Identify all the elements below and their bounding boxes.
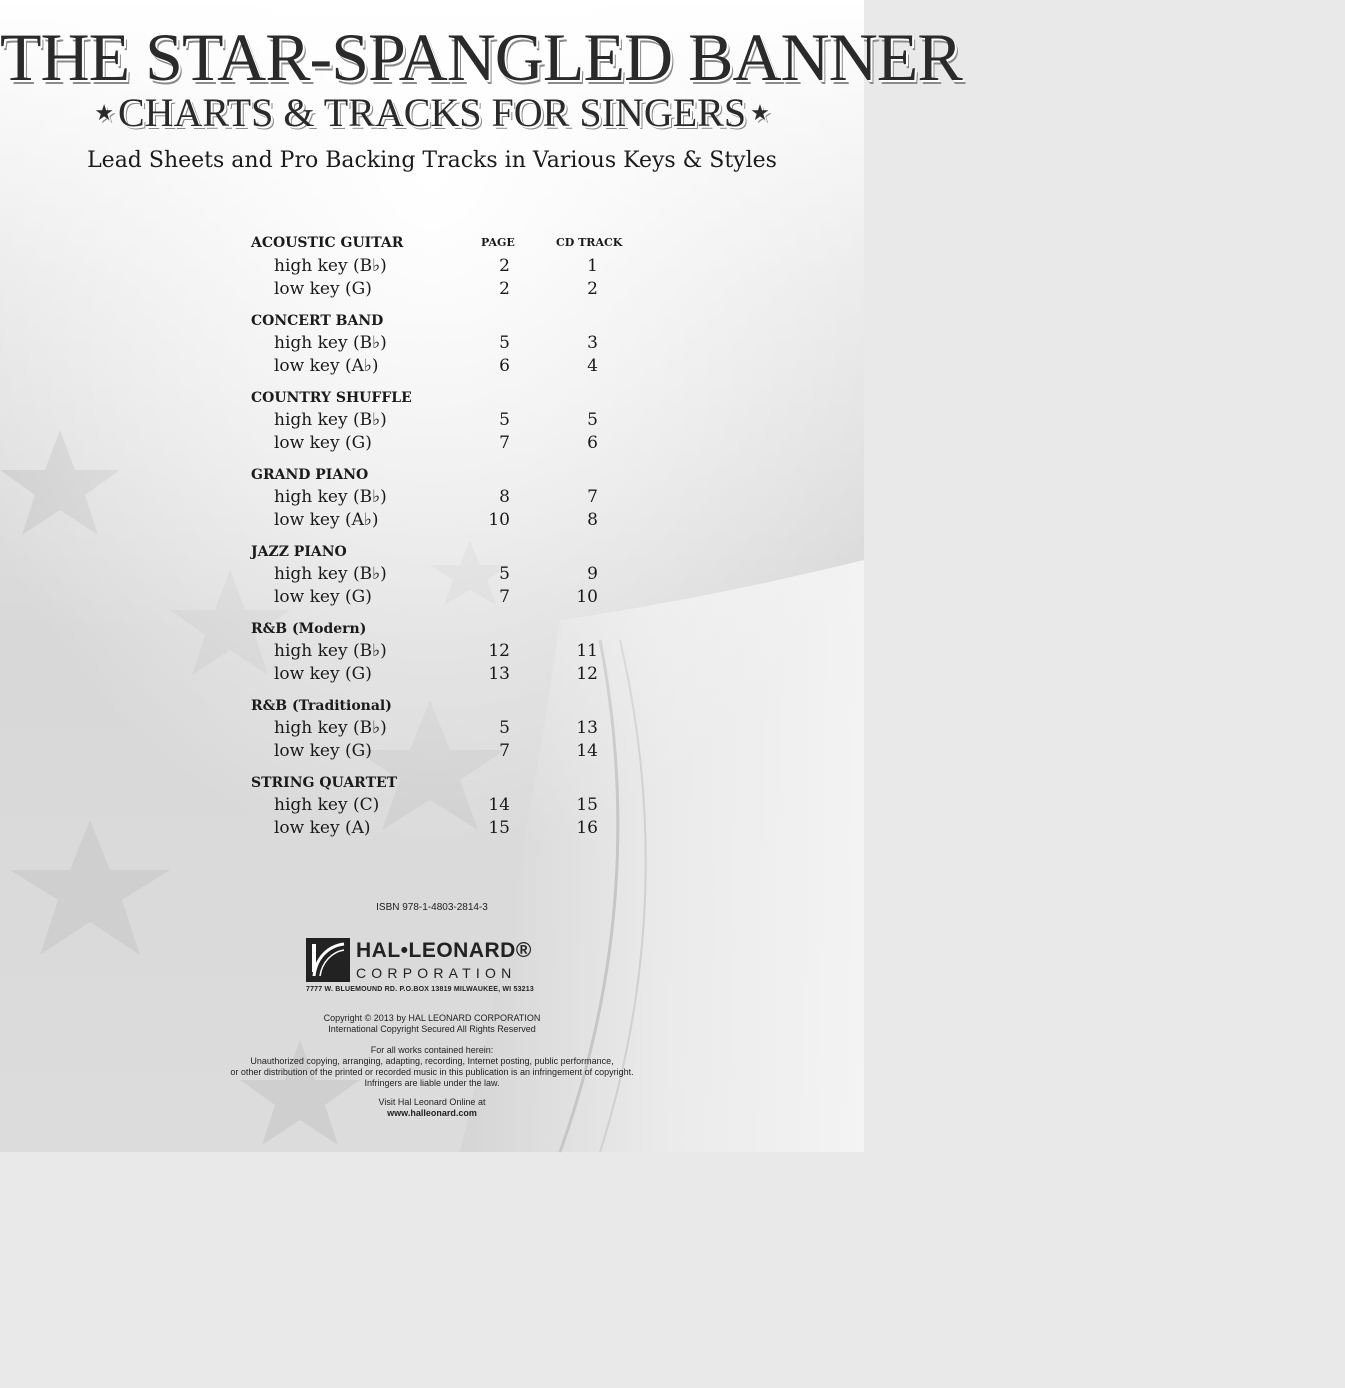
- key-label: high key (B♭): [274, 256, 387, 276]
- key-label: low key (A♭): [274, 356, 379, 376]
- page-number: 8: [499, 487, 510, 507]
- notice-line: or other distribution of the printed or recorded music in this publication is an infringement of copyright.: [230, 1067, 634, 1077]
- track-number: 2: [587, 279, 598, 299]
- logo-name: HAL•LEONARD®: [356, 939, 532, 962]
- track-number: 11: [576, 641, 598, 661]
- notice-line: Unauthorized copying, arranging, adapting, recording, Internet posting, public performance,: [250, 1056, 614, 1066]
- logo-mark-icon: [306, 938, 350, 982]
- key-label: high key (B♭): [274, 641, 387, 661]
- subtitle: [0, 92, 864, 134]
- track-number: 14: [576, 741, 598, 761]
- track-number: 8: [587, 510, 598, 530]
- star-icon: ★: [750, 100, 770, 125]
- isbn: ISBN 978-1-4803-2814-3: [376, 902, 488, 913]
- track-number: 6: [587, 433, 598, 453]
- star-icon: ★: [94, 100, 114, 125]
- section-name: JAZZ PIANO: [251, 544, 347, 560]
- page-column-header: PAGE: [481, 236, 515, 249]
- track-number: 3: [587, 333, 598, 353]
- key-label: high key (B♭): [274, 487, 387, 507]
- section-name: GRAND PIANO: [251, 467, 369, 483]
- page-number: 5: [499, 564, 510, 584]
- track-number: 10: [576, 587, 598, 607]
- page-number: 7: [499, 741, 510, 761]
- track-number: 12: [576, 664, 598, 684]
- page-number: 7: [499, 433, 510, 453]
- visit-line: Visit Hal Leonard Online at: [378, 1097, 486, 1107]
- logo-address: 7777 W. BLUEMOUND RD. P.O.BOX 13819 MILWAUKEE, WI 53213: [306, 986, 534, 993]
- page-number: 2: [499, 279, 510, 299]
- page-number: 15: [488, 818, 510, 838]
- page-number: 12: [488, 641, 510, 661]
- section-name: R&B (Traditional): [251, 698, 392, 714]
- track-number: 1: [587, 256, 598, 276]
- track-number: 15: [576, 795, 598, 815]
- track-number: 7: [587, 487, 598, 507]
- track-number: 9: [587, 564, 598, 584]
- section-name: STRING QUARTET: [251, 775, 398, 791]
- subtitle-text: CHARTS & TRACKS FOR SINGERS: [117, 90, 747, 135]
- section-name: R&B (Modern): [251, 621, 367, 637]
- page-number: 10: [488, 510, 510, 530]
- key-label: low key (G): [274, 741, 372, 761]
- page-number: 5: [499, 410, 510, 430]
- key-label: low key (G): [274, 433, 372, 453]
- section-name: CONCERT BAND: [251, 313, 384, 329]
- key-label: high key (B♭): [274, 564, 387, 584]
- key-label: low key (G): [274, 664, 372, 684]
- website-link[interactable]: www.halleonard.com: [387, 1108, 477, 1118]
- page-number: 13: [488, 664, 510, 684]
- copyright-line: Copyright © 2013 by HAL LEONARD CORPORATION: [323, 1013, 541, 1023]
- track-number: 13: [576, 718, 598, 738]
- section-name: COUNTRY SHUFFLE: [251, 390, 412, 406]
- logo-corporation: CORPORATION: [356, 965, 517, 981]
- track-number: 4: [587, 356, 598, 376]
- key-label: low key (A): [274, 818, 371, 838]
- page-number: 5: [499, 333, 510, 353]
- key-label: high key (B♭): [274, 718, 387, 738]
- track-number: 5: [587, 410, 598, 430]
- page-number: 7: [499, 587, 510, 607]
- key-label: low key (G): [274, 279, 372, 299]
- key-label: high key (C): [274, 795, 380, 815]
- toc-header: [251, 232, 651, 255]
- key-label: low key (G): [274, 587, 372, 607]
- track-number: 16: [576, 818, 598, 838]
- tagline: Lead Sheets and Pro Backing Tracks in Various Keys & Styles: [87, 148, 777, 173]
- track-column-header: CD TRACK: [556, 236, 623, 249]
- table-of-contents: [251, 232, 651, 840]
- key-label: high key (B♭): [274, 410, 387, 430]
- key-label: low key (A♭): [274, 510, 379, 530]
- copyright-line: International Copyright Secured All Rights Reserved: [328, 1024, 536, 1034]
- section-name: ACOUSTIC GUITAR: [251, 235, 404, 251]
- page-title: THE STAR-SPANGLED BANNER: [0, 19, 962, 95]
- page-number: 5: [499, 718, 510, 738]
- page-number: 2: [499, 256, 510, 276]
- key-label: high key (B♭): [274, 333, 387, 353]
- page-number: 14: [488, 795, 510, 815]
- page-number: 6: [499, 356, 510, 376]
- notice-line: For all works contained herein:: [370, 1045, 494, 1055]
- notice-line: Infringers are liable under the law.: [364, 1078, 500, 1088]
